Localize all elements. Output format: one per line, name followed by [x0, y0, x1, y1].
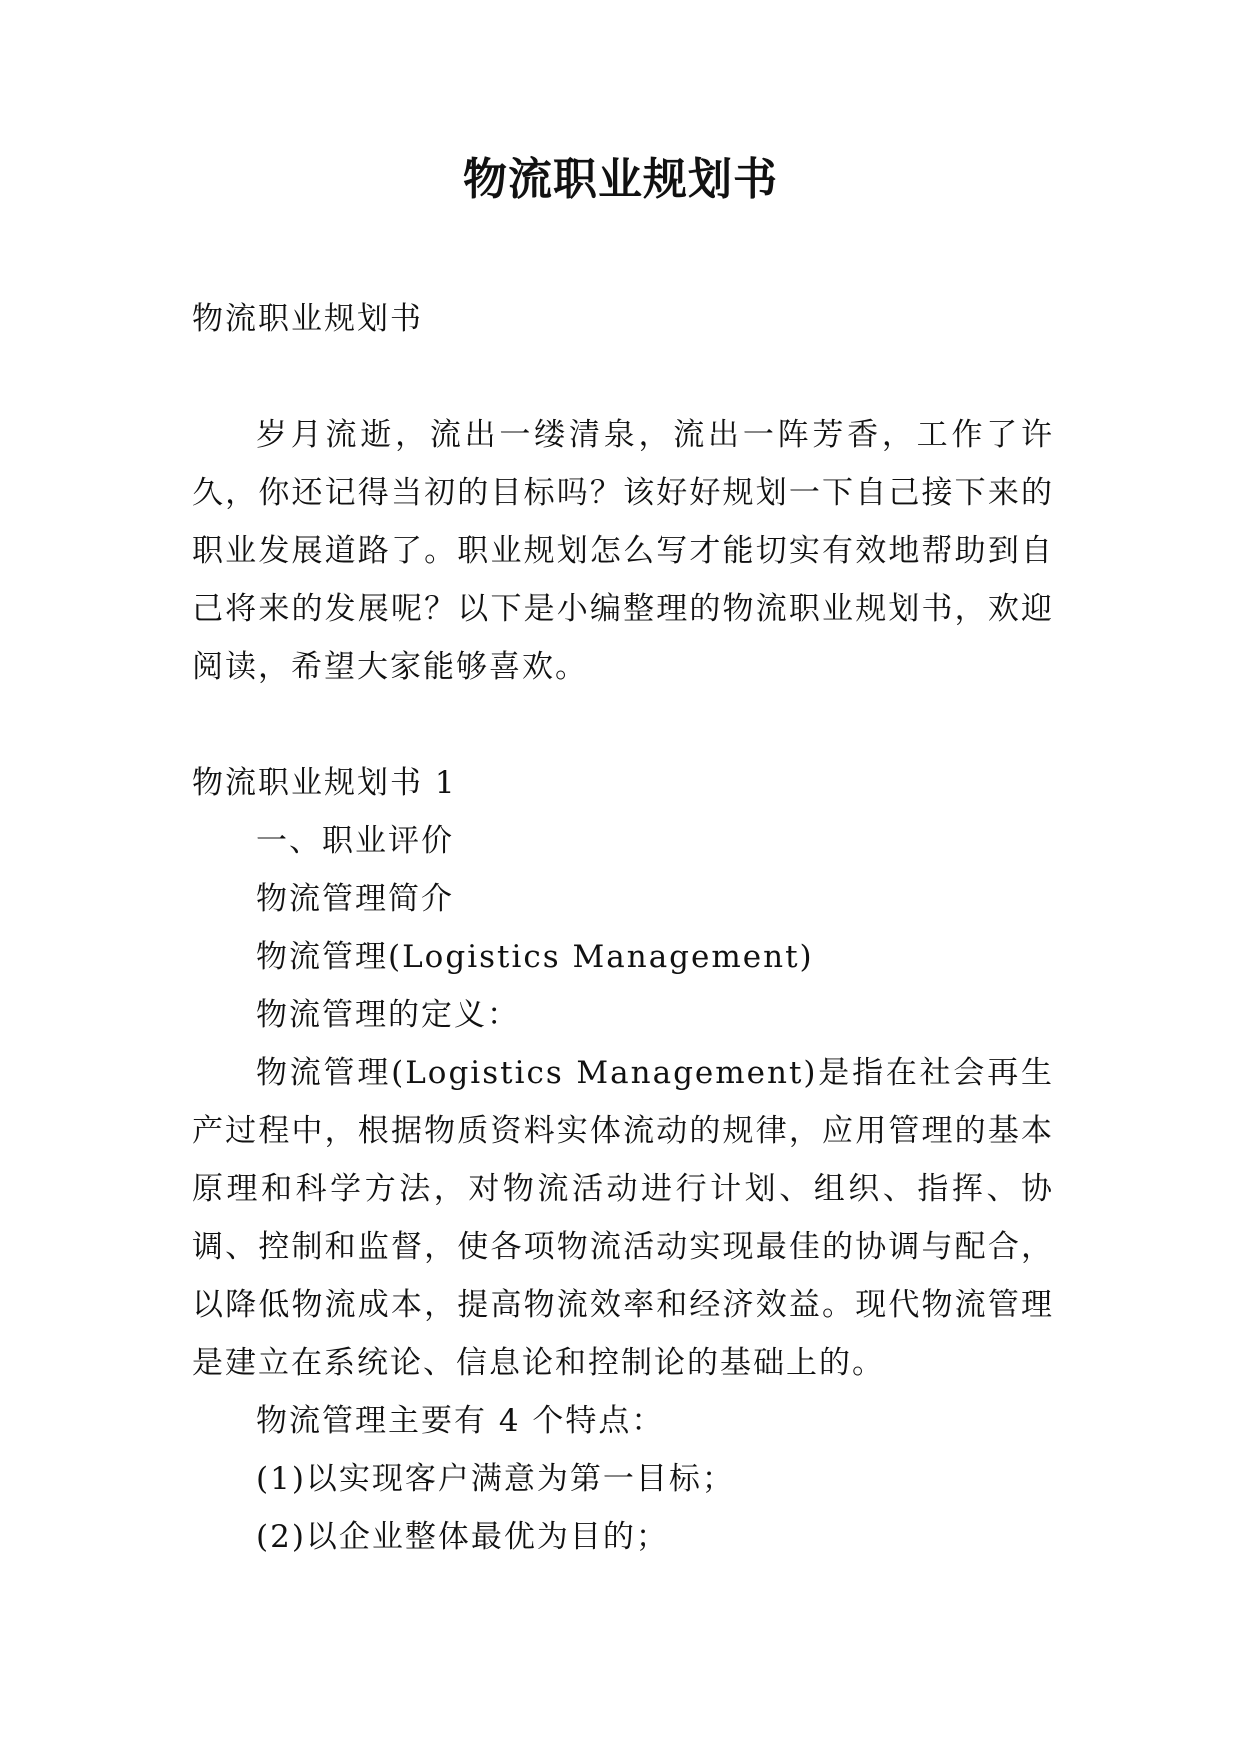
body-paragraph: 物流管理(Logistics Management)是指在社会再生产过程中，根据物质资料实体流动的规律，应用管理的基本原理和科学方法，对物流活动进行计划、组织、指挥、协调、控制和监督，使各项物流活动实现最佳的协调与配合，以降低物流成本，提高物流效率和经济效益。现代物流管理是建立在系统论、信息论和控制论的基础上的。 — [192, 1055, 1054, 1381]
intro-paragraph: 岁月流逝，流出一缕清泉，流出一阵芳香，工作了许久，你还记得当初的目标吗？该好好规划一下自己接下来的职业发展道路了。职业规划怎么写才能切实有效地帮助到自己将来的发展呢？以下是小编整理的物流职业规划书，欢迎阅读，希望大家能够喜欢。 — [192, 417, 1054, 685]
body-line: 一、职业评价 — [256, 823, 454, 859]
section-heading: 物流职业规划书 1 — [192, 765, 457, 801]
list-item: (1)以实现客户满意为第一目标； — [256, 1461, 735, 1497]
body-line: 物流管理的定义： — [256, 997, 520, 1033]
body-line: 物流管理主要有 4 个特点： — [256, 1403, 665, 1439]
list-item: (2)以企业整体最优为目的； — [256, 1519, 669, 1555]
document-subtitle: 物流职业规划书 — [192, 301, 423, 337]
body-line: 物流管理(Logistics Management) — [256, 939, 814, 975]
body-line: 物流管理简介 — [256, 881, 454, 917]
document-body — [192, 290, 1054, 1566]
document-title: 物流职业规划书 — [463, 154, 778, 205]
